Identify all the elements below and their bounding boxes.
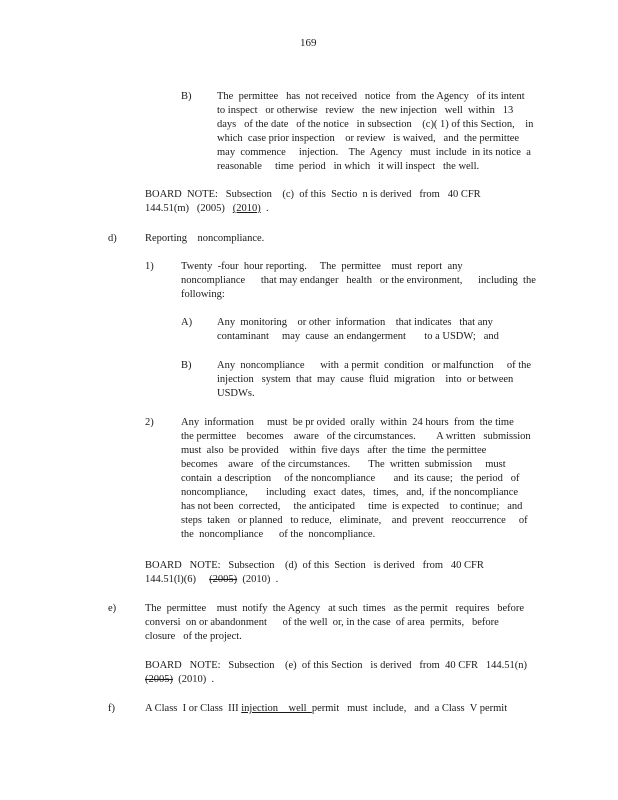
- text-line: has not been corrected, the anticipated time is expected to continue; and: [181, 501, 523, 512]
- text-line: conversi on or abandonment of the well or, in the case of area permits, before: [145, 617, 499, 628]
- deleted-text: (2005): [209, 574, 238, 585]
- text-line: becomes aware of the circumstances. The written submission must: [181, 459, 506, 470]
- text-line: BOARD NOTE: Subsection (c) of this Sectio n is derived from 40 CFR: [145, 189, 481, 200]
- text-line: 144.51(l)(6) (2005) (2010) .: [145, 574, 279, 585]
- item-label: 1): [145, 261, 154, 272]
- text-line: must also be provided within five days after the time the permittee: [181, 445, 487, 456]
- text-line: may commence injection. The Agency must include in its notice a: [217, 147, 531, 158]
- text-line: Twenty -four hour reporting. The permittee must report any: [181, 261, 463, 272]
- item-label: e): [108, 603, 117, 614]
- text-line: The permittee must notify the Agency at such times as the permit requires before: [145, 603, 525, 614]
- text-line: to inspect or otherwise review the new injection well within 13: [217, 105, 514, 116]
- text-line: BOARD NOTE: Subsection (d) of this Section is derived from 40 CFR: [145, 560, 484, 571]
- text-line: closure of the project.: [145, 631, 242, 642]
- text-line: (2005) (2010) .: [145, 674, 215, 685]
- text-line: which case prior inspection or review is waived, and the permittee: [217, 133, 520, 144]
- item-label: f): [108, 703, 115, 714]
- text-line: 144.51(m) (2005) (2010) .: [145, 203, 269, 214]
- item-label: A): [181, 317, 193, 328]
- text-line: contaminant may cause an endangerment to a USDW; and: [217, 331, 499, 342]
- item-label: B): [181, 360, 192, 371]
- text-line: contain a description of the noncompliance and its cause; the period of: [181, 473, 520, 484]
- text-line: Any monitoring or other information that indicates that any: [217, 317, 493, 328]
- text-line: BOARD NOTE: Subsection (e) of this Section is derived from 40 CFR 144.51(n): [145, 660, 528, 671]
- text-line: Any information must be pr ovided orally within 24 hours from the time: [181, 417, 514, 428]
- text-line: The permittee has not received notice from the Agency of its intent: [217, 91, 525, 102]
- text-line: steps taken or planned to reduce, eliminate, and prevent reoccurrence of: [181, 515, 528, 526]
- page-number: 169: [300, 37, 317, 49]
- item-label: d): [108, 233, 117, 244]
- text-line: the noncompliance of the noncompliance.: [181, 529, 376, 540]
- text-line: following:: [181, 289, 225, 300]
- text-line: Any noncompliance with a permit condition or malfunction of the: [217, 360, 532, 371]
- text-line: noncompliance, including exact dates, times, and, if the noncompliance: [181, 487, 519, 498]
- item-label: B): [181, 91, 192, 102]
- text-line: the permittee becomes aware of the circumstances. A written submission: [181, 431, 531, 442]
- text-line: days of the date of the notice in subsection (c)( 1) of this Section, in: [217, 119, 534, 130]
- text-line: Reporting noncompliance.: [145, 233, 265, 244]
- text-line: noncompliance that may endanger health or the environment, including the: [181, 275, 536, 286]
- text-line: reasonable time period in which it will inspect the well.: [217, 161, 480, 172]
- item-label: 2): [145, 417, 154, 428]
- text-line: USDWs.: [217, 388, 255, 399]
- deleted-text: (2005): [145, 674, 173, 685]
- text-line: injection system that may cause fluid migration into or between: [217, 374, 514, 385]
- text-line: A Class I or Class III injection well permit must include, and a Class V permit: [145, 703, 508, 714]
- inserted-text: (2010): [232, 203, 261, 214]
- inserted-text: injection well: [241, 703, 312, 714]
